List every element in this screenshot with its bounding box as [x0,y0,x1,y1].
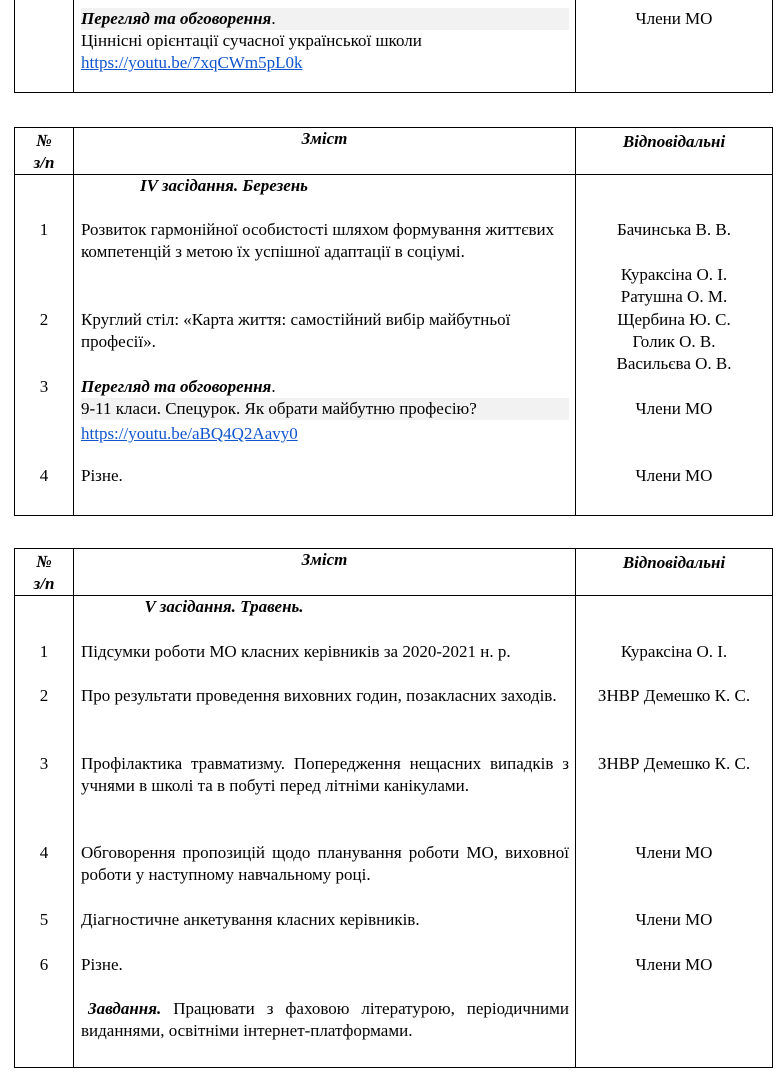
list-item-num: 2 [39,686,49,705]
responsible-name: Ратушна О. М. [620,287,728,306]
list-item-text: Діагностичне анкетування класних керівників. [81,910,420,929]
session5-content-col [74,596,576,1068]
header-num: № з/п [15,549,74,596]
responsible-name: Кураксіна О. І. [620,265,728,284]
session4-header-row [15,128,773,175]
list-item-text: Різне. [81,466,123,485]
review-link[interactable]: https://youtu.be/7xqCWm5pL0k [81,53,303,72]
list-item-num: 3 [39,377,49,396]
session4-body-row [15,175,773,516]
session4-title: IV засідання. Березень [140,176,308,195]
session5-header-row [15,549,773,596]
header-responsible: Відповідальні [576,128,773,175]
list-item-num: 1 [39,220,49,239]
session5-resp-col [576,596,773,1068]
list-item-review: Перегляд та обговорення. 9-11 класи. Спецурок. Як обрати майбутню професію? https://youtu.be/aBQ4Q2Aavy0 [74,376,575,445]
header-content: Зміст [74,549,576,596]
list-item-text: Профілактика травматизму. Попередження нещасних випадків з учнями в школі та в побуті перед літніми канікулами. [81,754,569,795]
list-item-num: 6 [39,955,49,974]
responsible-name: ЗНВР Демешко К. С. [597,686,751,705]
top-responsible: Члени МО [635,9,713,28]
list-item-num: 2 [39,310,49,329]
responsible-name: Васильєва О. В. [616,354,732,373]
header-responsible: Відповідальні [576,549,773,596]
responsible-name: Члени МО [635,955,713,974]
responsible-name: Члени МО [635,399,713,418]
responsible-name: ЗНВР Демешко К. С. [597,754,751,773]
top-resp-cell [576,0,773,93]
session5-title: V засідання. Травень. [144,597,304,616]
list-item-num: 4 [39,466,49,485]
responsible-name: Голик О. В. [632,332,716,351]
list-item-text: Круглий стіл: «Карта життя: самостійний вибір майбутньої професії». [81,310,511,351]
list-item-text: Обговорення пропозицій щодо планування роботи МО, виховної роботи у наступному навчальному році. [81,843,569,884]
list-item-num: 1 [39,642,49,661]
review-label: Перегляд та обговорення [81,9,272,28]
task-label: Завдання. [88,999,162,1018]
review-link[interactable]: https://youtu.be/aBQ4Q2Aavy0 [81,424,298,443]
session5-num-col [15,596,74,1068]
session5-table [14,548,773,1068]
responsible-name: Члени МО [635,910,713,929]
responsible-name: Члени МО [635,843,713,862]
list-item-text: Розвиток гармонійної особистості шляхом формування життєвих компетенцій з метою їх успішної адаптації в соціумі. [81,220,555,261]
list-item-num: 3 [39,754,49,773]
list-item-text: Підсумки роботи МО класних керівників за 2020-2021 н. р. [81,642,511,661]
task-paragraph [74,998,575,1042]
list-item-num: 5 [39,910,49,929]
list-item-text: Про результати проведення виховних годин, позакласних заходів. [81,686,557,705]
responsible-name: Члени МО [635,466,713,485]
responsible-name: Бачинська В. В. [617,220,731,239]
header-content: Зміст [74,128,576,175]
session4-resp-col [576,175,773,516]
review-title: Ціннісні орієнтації сучасної української школи [81,31,422,50]
session5-body-row [15,596,773,1068]
session4-num-col [15,175,74,516]
session4-table [14,127,773,516]
list-item-num: 4 [39,843,49,862]
list-item-text: Різне. [81,955,123,974]
top-table [14,0,773,93]
header-num: № з/п [15,128,74,175]
top-num-cell [15,0,74,93]
responsible-name: Щербина Ю. С. [617,310,731,329]
task-text: Працювати з фаховою літературою, періодичними виданнями, освітніми інтернет-платформами. [81,999,570,1040]
responsible-name: Кураксіна О. І. [620,642,728,661]
session4-content-col [74,175,576,516]
top-content-cell: Перегляд та обговорення. Ціннісні орієнтації сучасної української школи https://youtu.be/7xqCWm5pL0k [74,0,576,93]
